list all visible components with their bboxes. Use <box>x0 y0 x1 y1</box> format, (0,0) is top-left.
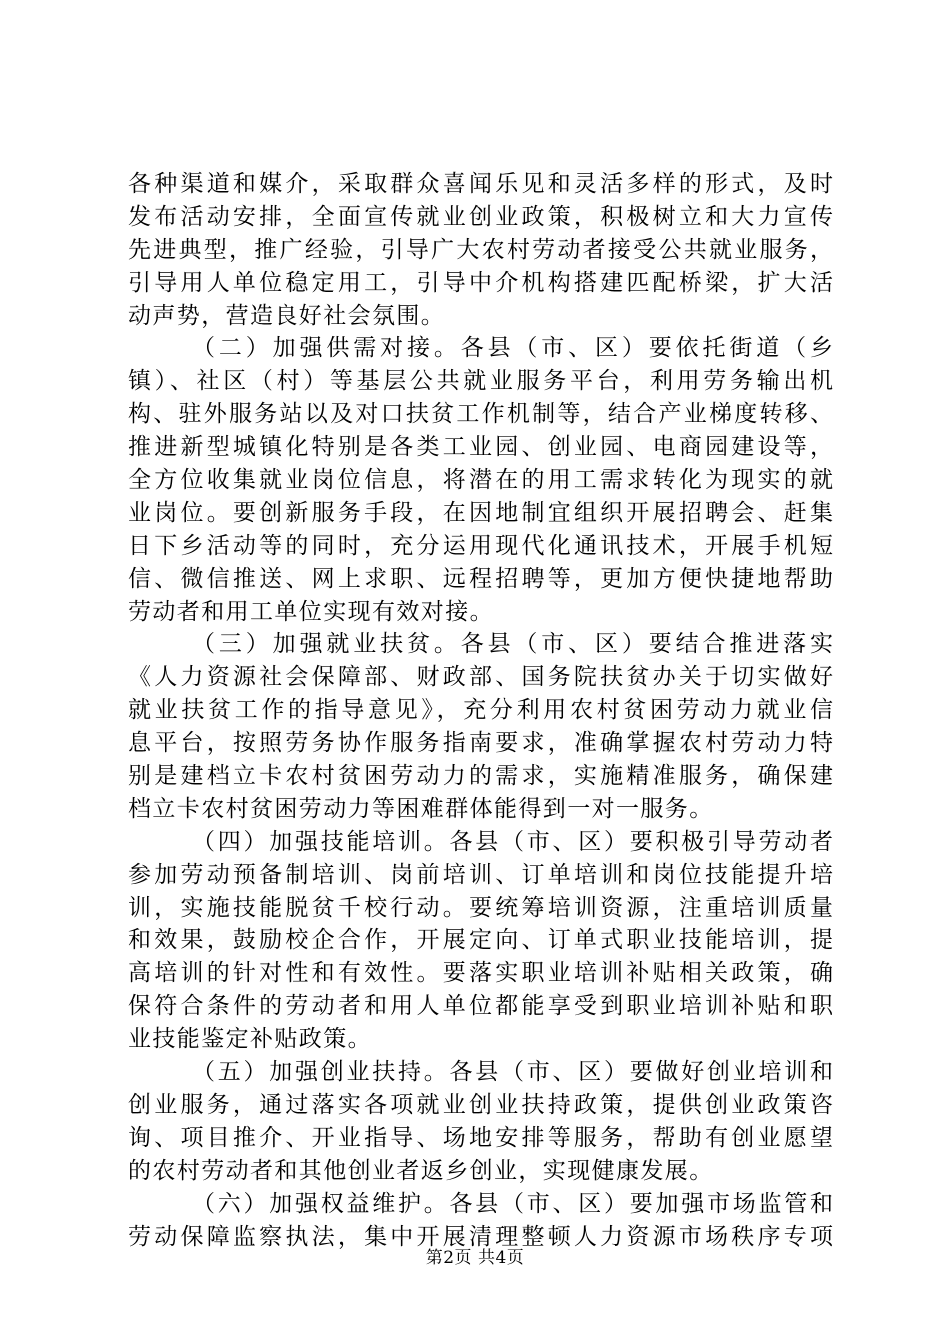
text-line: （三）加强就业扶贫。各县（市、区）要结合推进落实 <box>192 631 833 658</box>
text-line: 参加劳动预备制培训、岗前培训、订单培训和岗位技能提升培 <box>128 861 833 888</box>
text-line: 镇）、社区（村）等基层公共就业服务平台，利用劳务输出机 <box>128 368 833 395</box>
text-line: 保符合条件的劳动者和用人单位都能享受到职业培训补贴和职 <box>128 993 833 1020</box>
text-line: 档立卡农村贫困劳动力等困难群体能得到一对一服务。 <box>128 795 714 822</box>
text-line: （四）加强技能培训。各县（市、区）要积极引导劳动者 <box>192 828 833 855</box>
text-line: 《人力资源社会保障部、财政部、国务院扶贫办关于切实做好 <box>128 664 833 691</box>
text-line: 信、微信推送、网上求职、远程招聘等，更加方便快捷地帮助 <box>128 565 833 592</box>
text-line: 构、驻外服务站以及对口扶贫工作机制等，结合产业梯度转移、 <box>128 401 833 428</box>
text-line: 别是建档立卡农村贫困劳动力的需求，实施精准服务，确保建 <box>128 763 833 790</box>
text-line: 各种渠道和媒介，采取群众喜闻乐见和灵活多样的形式，及时 <box>128 171 833 197</box>
text-line: 业岗位。要创新服务手段，在因地制宜组织开展招聘会、赶集 <box>128 499 833 526</box>
text-line: 和效果，鼓励校企合作，开展定向、订单式职业技能培训，提 <box>128 927 833 954</box>
text-line: 高培训的针对性和有效性。要落实职业培训补贴相关政策，确 <box>128 960 833 987</box>
text-line: 劳动保障监察执法，集中开展清理整顿人力资源市场秩序专项 <box>128 1223 833 1250</box>
text-line: 全方位收集就业岗位信息，将潜在的用工需求转化为现实的就 <box>128 467 833 494</box>
page-number-footer: 第2页 共4页 <box>425 1248 525 1268</box>
text-line: 业技能鉴定补贴政策。 <box>128 1026 372 1053</box>
text-line: 发布活动安排，全面宣传就业创业政策，积极树立和大力宣传 <box>128 203 833 230</box>
text-line: 息平台，按照劳务协作服务指南要求，准确掌握农村劳动力特 <box>128 730 833 757</box>
text-line: 询、项目推介、开业指导、场地安排等服务，帮助有创业愿望 <box>128 1124 833 1151</box>
text-line: 引导用人单位稳定用工，引导中介机构搭建匹配桥梁，扩大活 <box>128 269 833 296</box>
text-line: 的农村劳动者和其他创业者返乡创业，实现健康发展。 <box>128 1157 714 1184</box>
text-line: 动声势，营造良好社会氛围。 <box>128 302 446 329</box>
text-line: 就业扶贫工作的指导意见》，充分利用农村贫困劳动力就业信 <box>128 697 833 724</box>
text-line: 创业服务，通过落实各项就业创业扶持政策，提供创业政策咨 <box>128 1091 833 1118</box>
text-line: 日下乡活动等的同时，充分运用现代化通讯技术，开展手机短 <box>128 532 833 559</box>
text-line: （二）加强供需对接。各县（市、区）要依托街道（乡 <box>192 335 833 362</box>
text-line: （六）加强权益维护。各县（市、区）要加强市场监管和 <box>192 1190 833 1217</box>
text-line: 先进典型，推广经验，引导广大农村劳动者接受公共就业服务， <box>128 236 833 263</box>
text-line: 训，实施技能脱贫千校行动。要统筹培训资源，注重培训质量 <box>128 894 833 921</box>
text-line: 劳动者和用工单位实现有效对接。 <box>128 598 494 625</box>
document-body <box>128 168 833 1253</box>
text-line: （五）加强创业扶持。各县（市、区）要做好创业培训和 <box>192 1059 833 1086</box>
text-line: 推进新型城镇化特别是各类工业园、创业园、电商园建设等， <box>128 434 833 461</box>
